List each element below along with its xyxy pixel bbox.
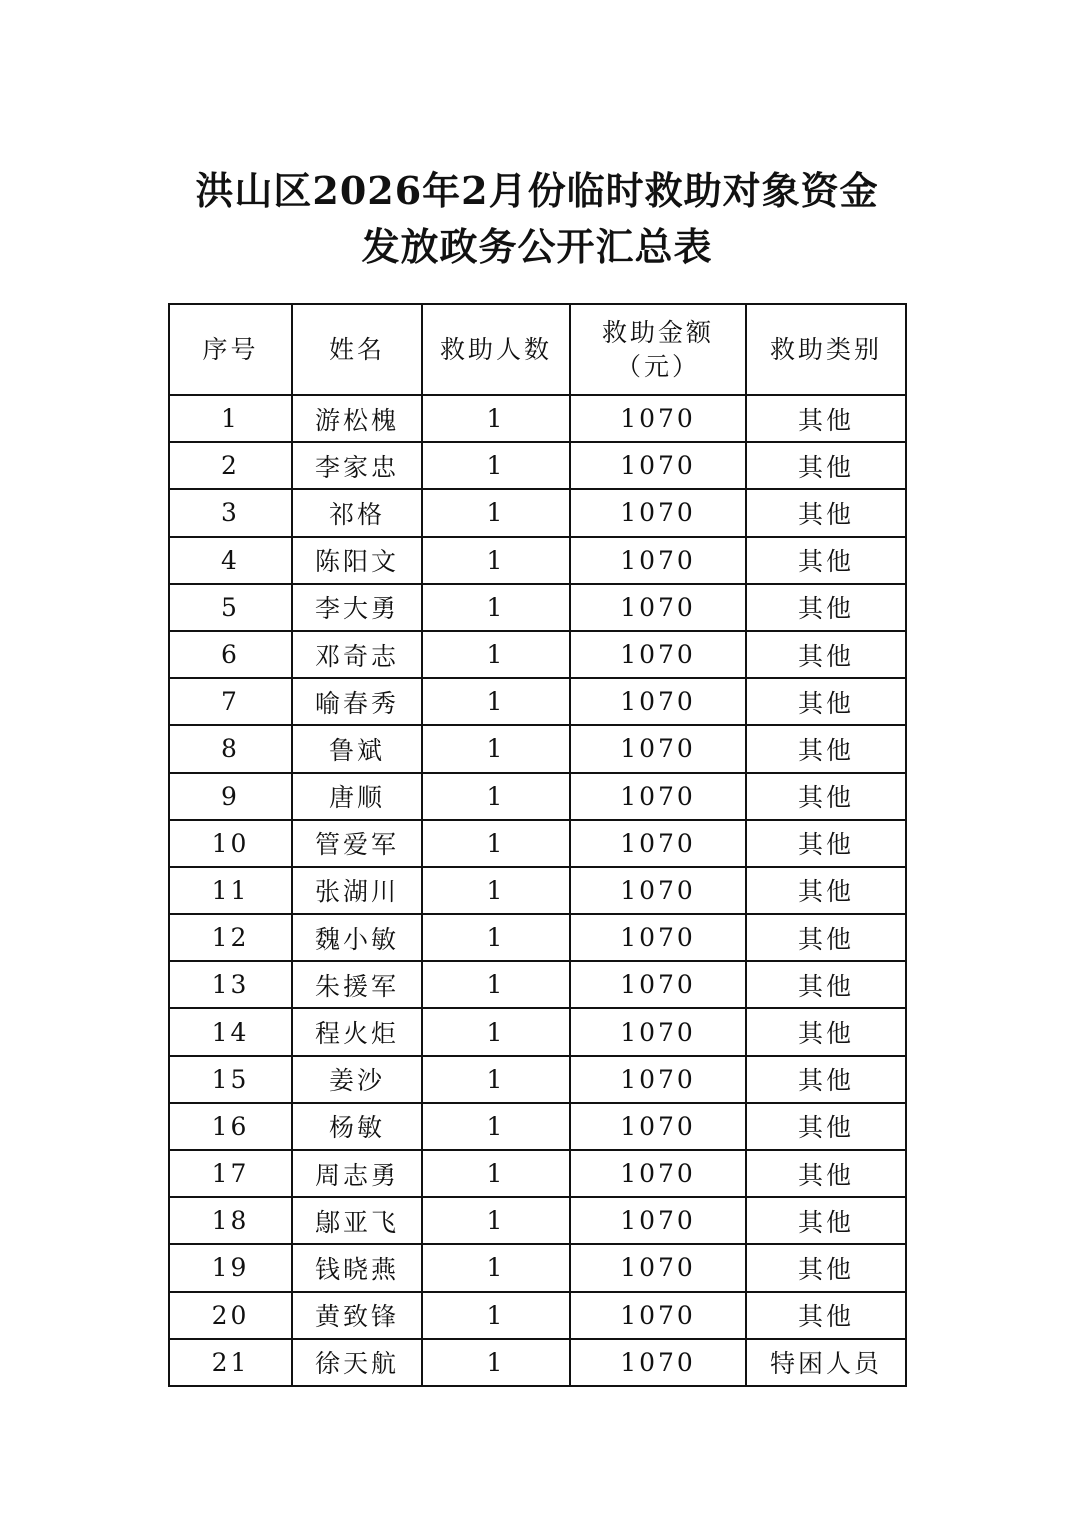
header-category: 救助类别	[746, 304, 906, 395]
cell-amount: 1070	[570, 820, 746, 867]
cell-name: 黄致锋	[292, 1292, 422, 1339]
table-row	[169, 584, 906, 631]
cell-amount: 1070	[570, 914, 746, 961]
cell-name: 喻春秀	[292, 678, 422, 725]
cell-amount: 1070	[570, 1292, 746, 1339]
table-row	[169, 395, 906, 442]
cell-name: 鄔亚飞	[292, 1197, 422, 1244]
table-row	[169, 678, 906, 725]
cell-count: 1	[422, 1103, 570, 1150]
table-row	[169, 489, 906, 536]
cell-index: 4	[169, 537, 292, 584]
cell-index: 9	[169, 773, 292, 820]
cell-index: 6	[169, 631, 292, 678]
cell-name: 管爱军	[292, 820, 422, 867]
document-title-line-2: 发放政务公开汇总表	[361, 224, 713, 269]
cell-count: 1	[422, 395, 570, 442]
cell-index: 8	[169, 725, 292, 772]
cell-count: 1	[422, 1292, 570, 1339]
cell-category: 特困人员	[746, 1339, 906, 1386]
cell-amount: 1070	[570, 1197, 746, 1244]
cell-index: 3	[169, 489, 292, 536]
cell-count: 1	[422, 961, 570, 1008]
table-row	[169, 1008, 906, 1055]
cell-count: 1	[422, 1197, 570, 1244]
cell-amount: 1070	[570, 725, 746, 772]
cell-count: 1	[422, 631, 570, 678]
cell-amount: 1070	[570, 631, 746, 678]
cell-category: 其他	[746, 442, 906, 489]
cell-name: 朱援军	[292, 961, 422, 1008]
header-amount-unit: （元）	[615, 351, 700, 381]
cell-count: 1	[422, 489, 570, 536]
table-row	[169, 1103, 906, 1150]
cell-amount: 1070	[570, 442, 746, 489]
cell-amount: 1070	[570, 1056, 746, 1103]
cell-count: 1	[422, 1339, 570, 1386]
cell-name: 祁格	[292, 489, 422, 536]
cell-amount: 1070	[570, 961, 746, 1008]
table-row	[169, 1150, 906, 1197]
cell-name: 李家忠	[292, 442, 422, 489]
cell-index: 1	[169, 395, 292, 442]
cell-amount: 1070	[570, 867, 746, 914]
cell-name: 唐顺	[292, 773, 422, 820]
header-name: 姓名	[292, 304, 422, 395]
cell-category: 其他	[746, 1150, 906, 1197]
cell-category: 其他	[746, 584, 906, 631]
cell-count: 1	[422, 537, 570, 584]
relief-summary-table	[168, 303, 907, 1387]
cell-count: 1	[422, 1008, 570, 1055]
cell-index: 20	[169, 1292, 292, 1339]
table-row	[169, 1292, 906, 1339]
cell-count: 1	[422, 1150, 570, 1197]
cell-index: 13	[169, 961, 292, 1008]
table-row	[169, 820, 906, 867]
cell-name: 游松槐	[292, 395, 422, 442]
table-row	[169, 773, 906, 820]
cell-count: 1	[422, 1244, 570, 1291]
cell-amount: 1070	[570, 1103, 746, 1150]
cell-index: 21	[169, 1339, 292, 1386]
cell-name: 钱晓燕	[292, 1244, 422, 1291]
cell-name: 魏小敏	[292, 914, 422, 961]
cell-category: 其他	[746, 1292, 906, 1339]
cell-name: 鲁斌	[292, 725, 422, 772]
table-row	[169, 725, 906, 772]
cell-index: 2	[169, 442, 292, 489]
cell-category: 其他	[746, 1197, 906, 1244]
cell-category: 其他	[746, 820, 906, 867]
cell-index: 18	[169, 1197, 292, 1244]
cell-count: 1	[422, 773, 570, 820]
cell-amount: 1070	[570, 1244, 746, 1291]
table-row	[169, 631, 906, 678]
table-row	[169, 442, 906, 489]
cell-name: 杨敏	[292, 1103, 422, 1150]
cell-category: 其他	[746, 1056, 906, 1103]
cell-category: 其他	[746, 725, 906, 772]
cell-count: 1	[422, 1056, 570, 1103]
cell-count: 1	[422, 820, 570, 867]
table-row	[169, 1197, 906, 1244]
cell-category: 其他	[746, 961, 906, 1008]
cell-category: 其他	[746, 678, 906, 725]
table-row	[169, 537, 906, 584]
cell-name: 李大勇	[292, 584, 422, 631]
cell-count: 1	[422, 442, 570, 489]
cell-index: 19	[169, 1244, 292, 1291]
cell-name: 周志勇	[292, 1150, 422, 1197]
cell-name: 邓奇志	[292, 631, 422, 678]
cell-index: 17	[169, 1150, 292, 1197]
cell-index: 10	[169, 820, 292, 867]
table-row	[169, 914, 906, 961]
cell-index: 14	[169, 1008, 292, 1055]
cell-amount: 1070	[570, 584, 746, 631]
cell-index: 5	[169, 584, 292, 631]
cell-amount: 1070	[570, 1150, 746, 1197]
cell-category: 其他	[746, 537, 906, 584]
cell-index: 12	[169, 914, 292, 961]
cell-count: 1	[422, 867, 570, 914]
header-count: 救助人数	[422, 304, 570, 395]
cell-amount: 1070	[570, 537, 746, 584]
cell-index: 15	[169, 1056, 292, 1103]
table-row	[169, 867, 906, 914]
cell-amount: 1070	[570, 395, 746, 442]
table-row	[169, 961, 906, 1008]
cell-category: 其他	[746, 395, 906, 442]
cell-amount: 1070	[570, 678, 746, 725]
cell-amount: 1070	[570, 1008, 746, 1055]
cell-category: 其他	[746, 489, 906, 536]
header-row	[169, 304, 906, 395]
table-row	[169, 1339, 906, 1386]
cell-category: 其他	[746, 1103, 906, 1150]
cell-category: 其他	[746, 773, 906, 820]
cell-index: 11	[169, 867, 292, 914]
cell-amount: 1070	[570, 1339, 746, 1386]
cell-count: 1	[422, 584, 570, 631]
cell-category: 其他	[746, 914, 906, 961]
table-row	[169, 1244, 906, 1291]
header-amount	[570, 304, 746, 395]
cell-category: 其他	[746, 1244, 906, 1291]
cell-category: 其他	[746, 867, 906, 914]
cell-category: 其他	[746, 631, 906, 678]
cell-amount: 1070	[570, 773, 746, 820]
header-amount-label: 救助金额	[601, 317, 714, 347]
cell-index: 7	[169, 678, 292, 725]
cell-category: 其他	[746, 1008, 906, 1055]
cell-count: 1	[422, 678, 570, 725]
cell-name: 程火炬	[292, 1008, 422, 1055]
header-index: 序号	[169, 304, 292, 395]
cell-name: 陈阳文	[292, 537, 422, 584]
table-body	[169, 395, 906, 1386]
cell-name: 姜沙	[292, 1056, 422, 1103]
cell-index: 16	[169, 1103, 292, 1150]
document-title-line-1: 洪山区2026年2月份临时救助对象资金	[195, 168, 879, 213]
table-header	[169, 304, 906, 395]
cell-name: 张湖川	[292, 867, 422, 914]
cell-count: 1	[422, 725, 570, 772]
cell-amount: 1070	[570, 489, 746, 536]
cell-name: 徐天航	[292, 1339, 422, 1386]
cell-count: 1	[422, 914, 570, 961]
table-row	[169, 1056, 906, 1103]
